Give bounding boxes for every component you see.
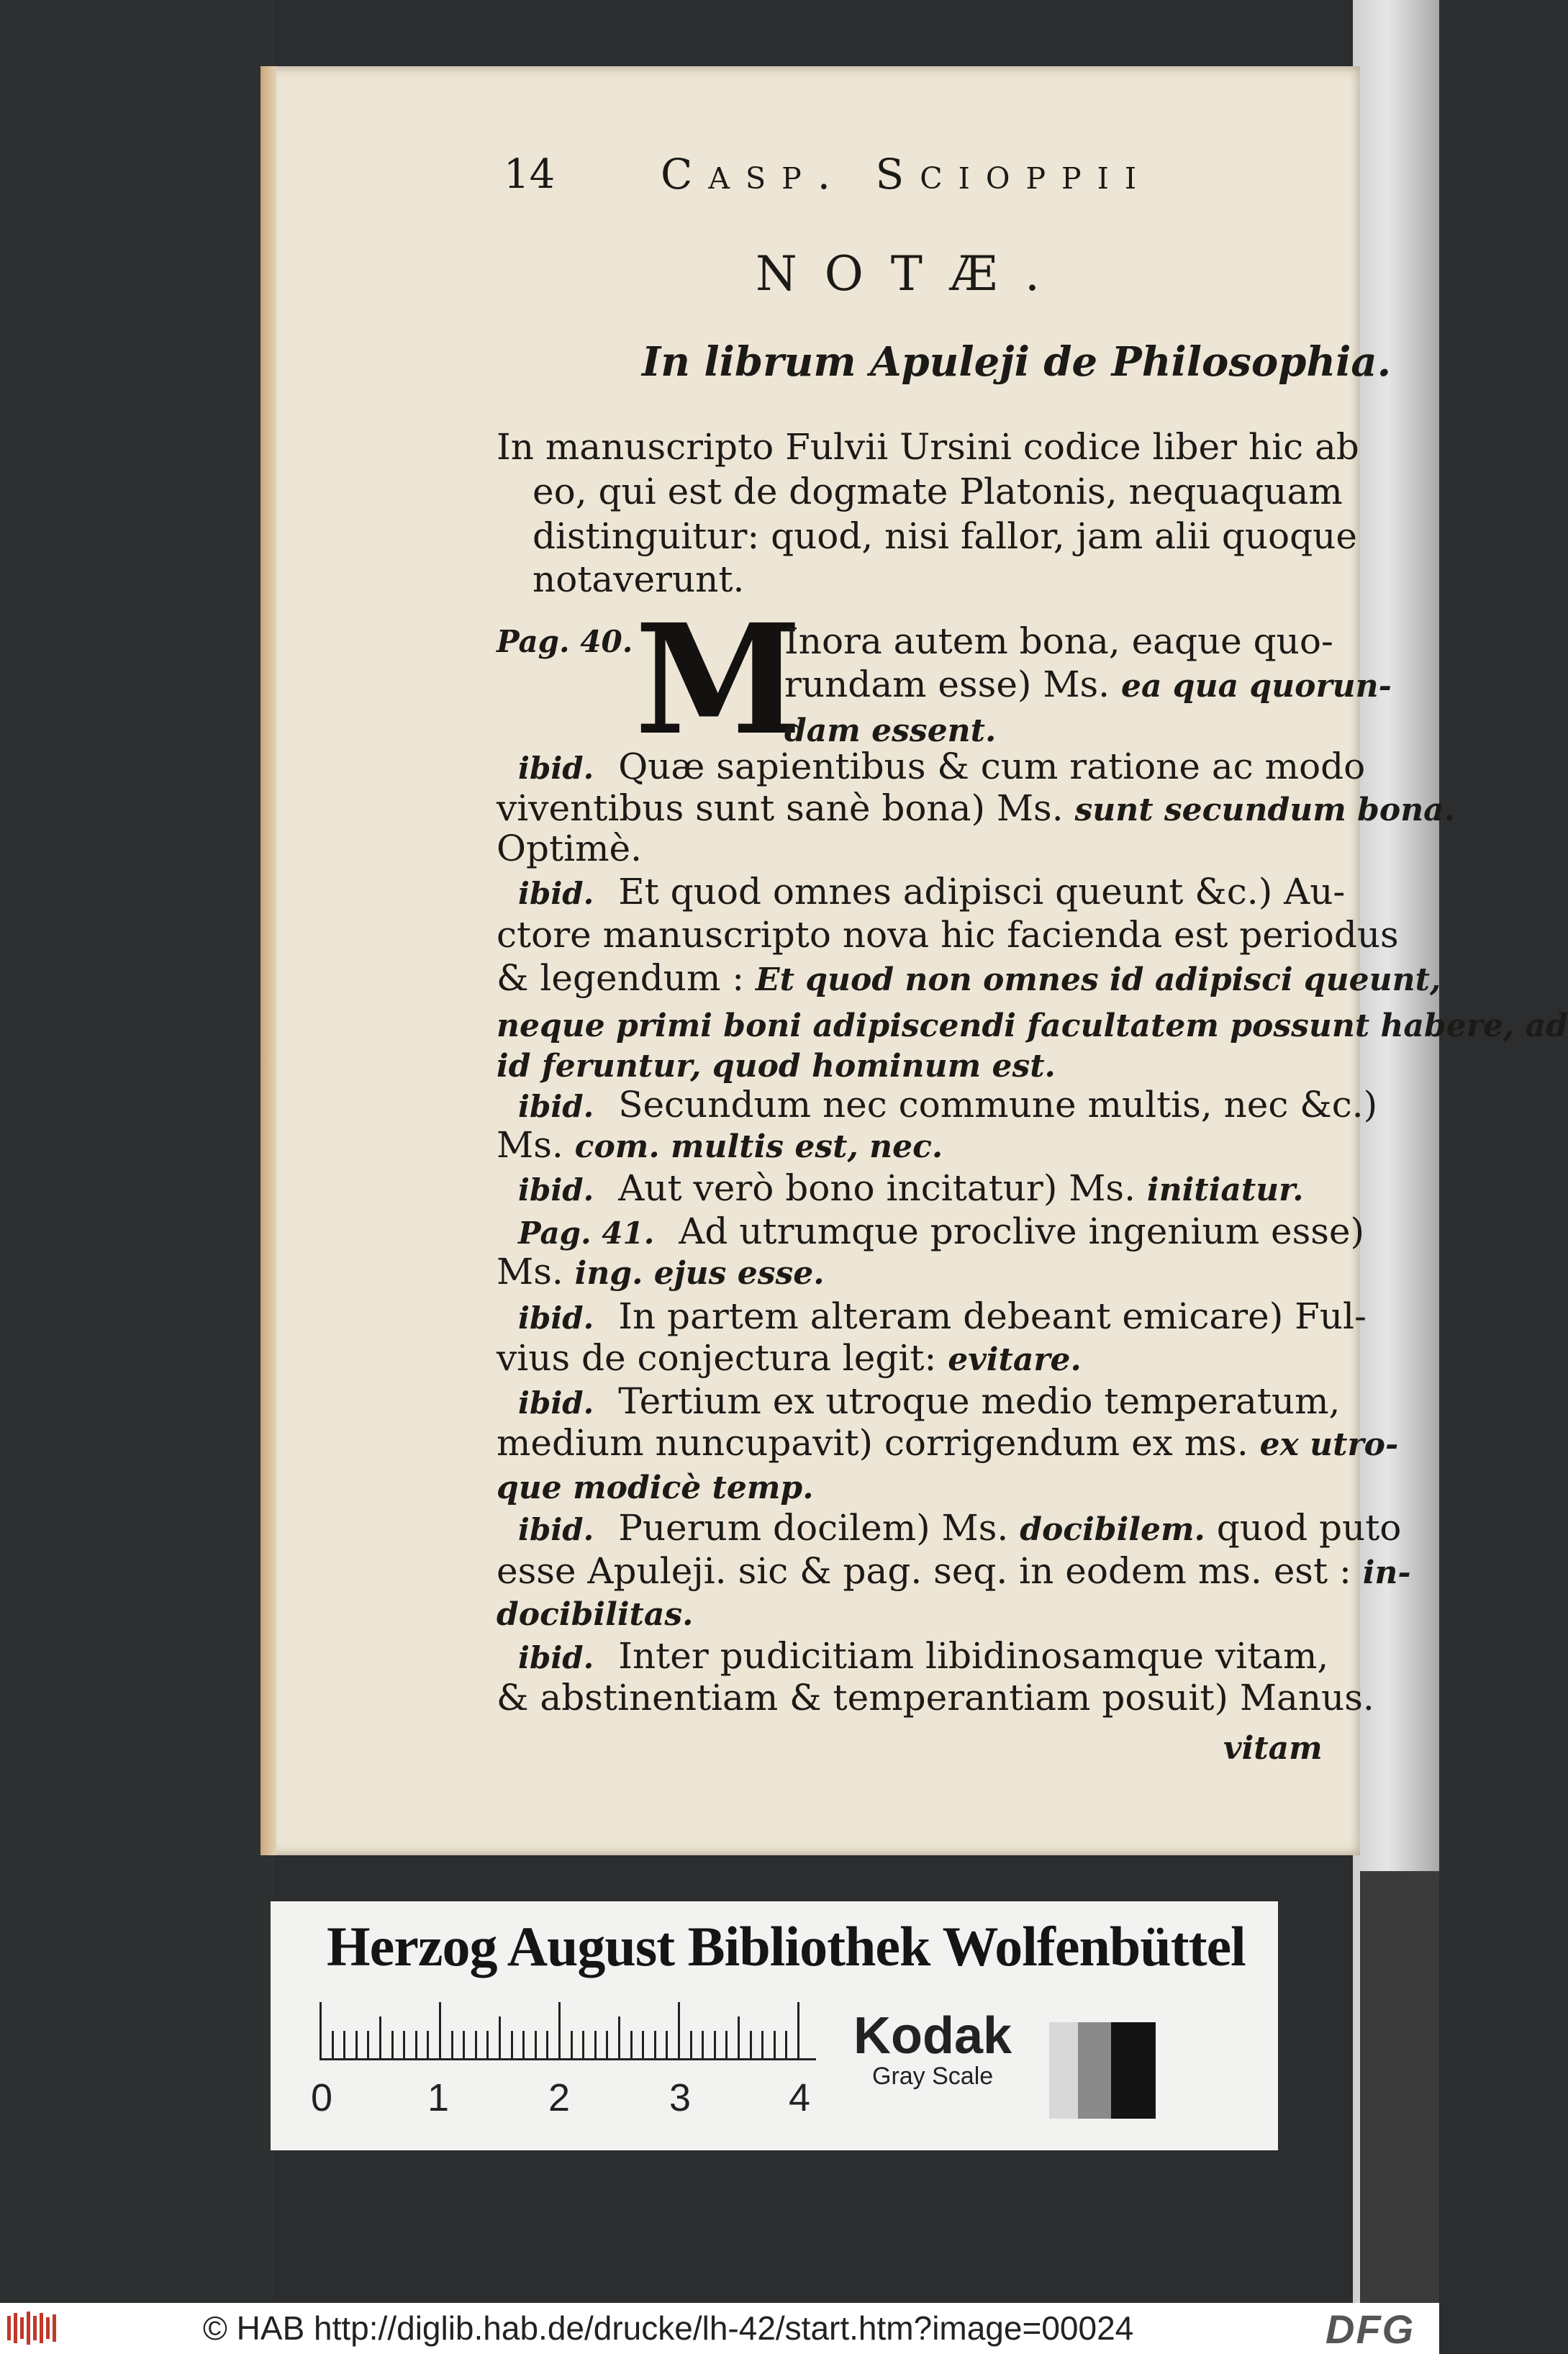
variant-reading: ex utro- [1259, 1426, 1399, 1463]
text-line: ctore manuscripto nova hic facienda est periodus [497, 914, 1399, 956]
background-right-shadow [1360, 1871, 1439, 2303]
ruler-tick [714, 2031, 716, 2060]
text-line: vius de conjectura legit: [497, 1337, 937, 1379]
text-line: In manuscripto Fulvii Ursini codice liber hic ab [497, 426, 1359, 468]
ruler-number: 1 [427, 2076, 450, 2119]
ruler-tick [761, 2031, 763, 2060]
text-line: & abstinentiam & temperantiam posuit) Manus. [497, 1677, 1374, 1719]
ruler-tick [606, 2031, 608, 2060]
footer-citation[interactable]: © HAB http://diglib.hab.de/drucke/lh-42/start.htm?image=00024 [203, 2309, 1134, 2347]
gray-patch-mid [1078, 2022, 1111, 2119]
background-left [0, 0, 273, 2303]
ruler-tick [463, 2031, 465, 2060]
running-head: Casp. Scioppii [661, 150, 1153, 199]
ruler-tick [630, 2031, 633, 2060]
ruler-tick [535, 2031, 537, 2060]
gray-patch-light [1049, 2022, 1078, 2119]
ruler-tick [738, 2016, 740, 2060]
variant-reading: neque primi boni adipiscendi facultatem possunt habere, ad [497, 1008, 1568, 1044]
page-number: 14 [504, 151, 556, 198]
ruler-tick [320, 2002, 322, 2060]
text-line: Inora autem bona, eaque quo- [784, 620, 1333, 662]
ibid-reference: ibid. [518, 1300, 594, 1336]
ruler-number: 3 [669, 2076, 692, 2119]
ruler-baseline [320, 2058, 816, 2060]
ruler-tick [571, 2031, 573, 2060]
text-line: viventibus sunt sanè bona) Ms. [497, 787, 1064, 829]
institution-name: Herzog August Bibliothek Wolfenbüttel [327, 1915, 1246, 1978]
ruler-tick [797, 2002, 799, 2060]
ibid-reference: ibid. [518, 876, 594, 911]
ibid-reference: ibid. [518, 1172, 594, 1208]
text-line: notaverunt. [533, 558, 745, 600]
section-heading: NOTÆ. [756, 246, 1067, 302]
ruler-tick [439, 2002, 441, 2060]
ibid-reference: ibid. [518, 1640, 594, 1675]
ruler-tick [475, 2031, 477, 2060]
ruler-tick [725, 2031, 728, 2060]
text-line: Optimè. [497, 828, 642, 869]
ruler-tick [511, 2031, 513, 2060]
ruler-tick [666, 2031, 668, 2060]
ruler-tick [415, 2031, 417, 2060]
variant-reading: que modicè temp. [497, 1470, 814, 1506]
variant-reading: com. multis est, nec. [574, 1128, 943, 1165]
dfg-logo: DFG [1325, 2307, 1415, 2352]
ruler-tick [618, 2016, 620, 2060]
ruler-tick [546, 2031, 548, 2060]
ruler-number: 4 [789, 2076, 811, 2119]
ruler-tick [391, 2031, 394, 2060]
text-line: Aut verò bono incitatur) Ms. [618, 1167, 1136, 1209]
ruler-tick [678, 2002, 680, 2060]
ruler-tick [379, 2016, 381, 2060]
ruler-tick [785, 2031, 787, 2060]
text-line: Quæ sapientibus & cum ratione ac modo [618, 746, 1366, 787]
ruler-tick [486, 2031, 489, 2060]
variant-reading: ing. ejus esse. [574, 1255, 825, 1292]
text-line: & legendum : [497, 957, 745, 999]
catchword: vitam [1223, 1730, 1323, 1767]
text-line: Secundum nec commune multis, nec &c.) [618, 1084, 1378, 1126]
ruler-tick [774, 2031, 776, 2060]
text-line: Puerum docilem) Ms. [618, 1507, 1009, 1549]
gray-scale-label: Gray Scale [872, 2063, 994, 2090]
variant-reading: docibilitas. [497, 1596, 694, 1633]
text-line: Tertium ex utroque medio temperatum, [618, 1380, 1341, 1422]
text-line: Ms. [497, 1251, 563, 1293]
text-line: esse Apuleji. sic & pag. seq. in eodem ms. est : [497, 1550, 1351, 1592]
page-edge [260, 66, 276, 1855]
hab-logo-icon [4, 2310, 62, 2346]
text-line: distinguitur: quod, nisi fallor, jam alii quoque [533, 515, 1357, 557]
ruler-number: 2 [548, 2076, 571, 2119]
text-line: Et quod omnes adipisci queunt &c.) Au- [618, 871, 1346, 913]
ruler-tick [654, 2031, 656, 2060]
ibid-reference: ibid. [518, 1089, 594, 1124]
ruler-tick [343, 2031, 345, 2060]
variant-reading: ea qua quorun- [1120, 668, 1392, 705]
ruler-tick [594, 2031, 597, 2060]
ruler-tick [690, 2031, 692, 2060]
text-line: medium nuncupavit) corrigendum ex ms. [497, 1422, 1248, 1464]
gray-patch-dark [1111, 2022, 1156, 2119]
variant-reading: evitare. [948, 1341, 1082, 1378]
ruler-tick [451, 2031, 453, 2060]
variant-reading: initiatur. [1146, 1172, 1304, 1208]
text-line: Ms. [497, 1124, 563, 1166]
text-line: In partem alteram debeant emicare) Ful- [618, 1295, 1367, 1337]
variant-reading: in- [1362, 1554, 1411, 1591]
ruler-tick [499, 2016, 501, 2060]
ruler-tick [558, 2002, 561, 2060]
ruler-tick [642, 2031, 644, 2060]
ruler [320, 2002, 816, 2060]
variant-reading: Et quod non omnes id adipisci queunt, [756, 961, 1441, 998]
section-subtitle: In librum Apuleji de Philosophia. [642, 338, 1392, 386]
variant-reading: docibilem. [1020, 1511, 1205, 1548]
variant-reading: sunt secundum bona. [1074, 792, 1456, 828]
ruler-tick [427, 2031, 429, 2060]
drop-cap: M [635, 591, 802, 769]
ruler-tick [750, 2031, 752, 2060]
ruler-tick [702, 2031, 704, 2060]
ruler-tick [332, 2031, 334, 2060]
ibid-reference: ibid. [518, 1385, 594, 1421]
variant-reading: id feruntur, quod hominum est. [497, 1048, 1056, 1085]
text-line: quod puto [1216, 1507, 1402, 1549]
ibid-reference: ibid. [518, 751, 594, 786]
text-line: rundam esse) Ms. [784, 664, 1110, 705]
kodak-logo: Kodak [853, 2007, 1012, 2065]
page-reference: Pag. 41. [518, 1216, 655, 1251]
ruler-tick [582, 2031, 584, 2060]
text-line: Inter pudicitiam libidinosamque vitam, [618, 1635, 1329, 1677]
ruler-number: 0 [311, 2076, 333, 2119]
text-line: Ad utrumque proclive ingenium esse) [679, 1210, 1364, 1252]
ibid-reference: ibid. [518, 1512, 594, 1547]
ruler-tick [522, 2031, 525, 2060]
ruler-tick [367, 2031, 369, 2060]
ruler-tick [355, 2031, 358, 2060]
text-line: eo, qui est de dogmate Platonis, nequaquam [533, 471, 1343, 512]
variant-reading: dam essent. [784, 712, 997, 749]
page-reference: Pag. 40. [497, 624, 633, 659]
ruler-tick [403, 2031, 405, 2060]
